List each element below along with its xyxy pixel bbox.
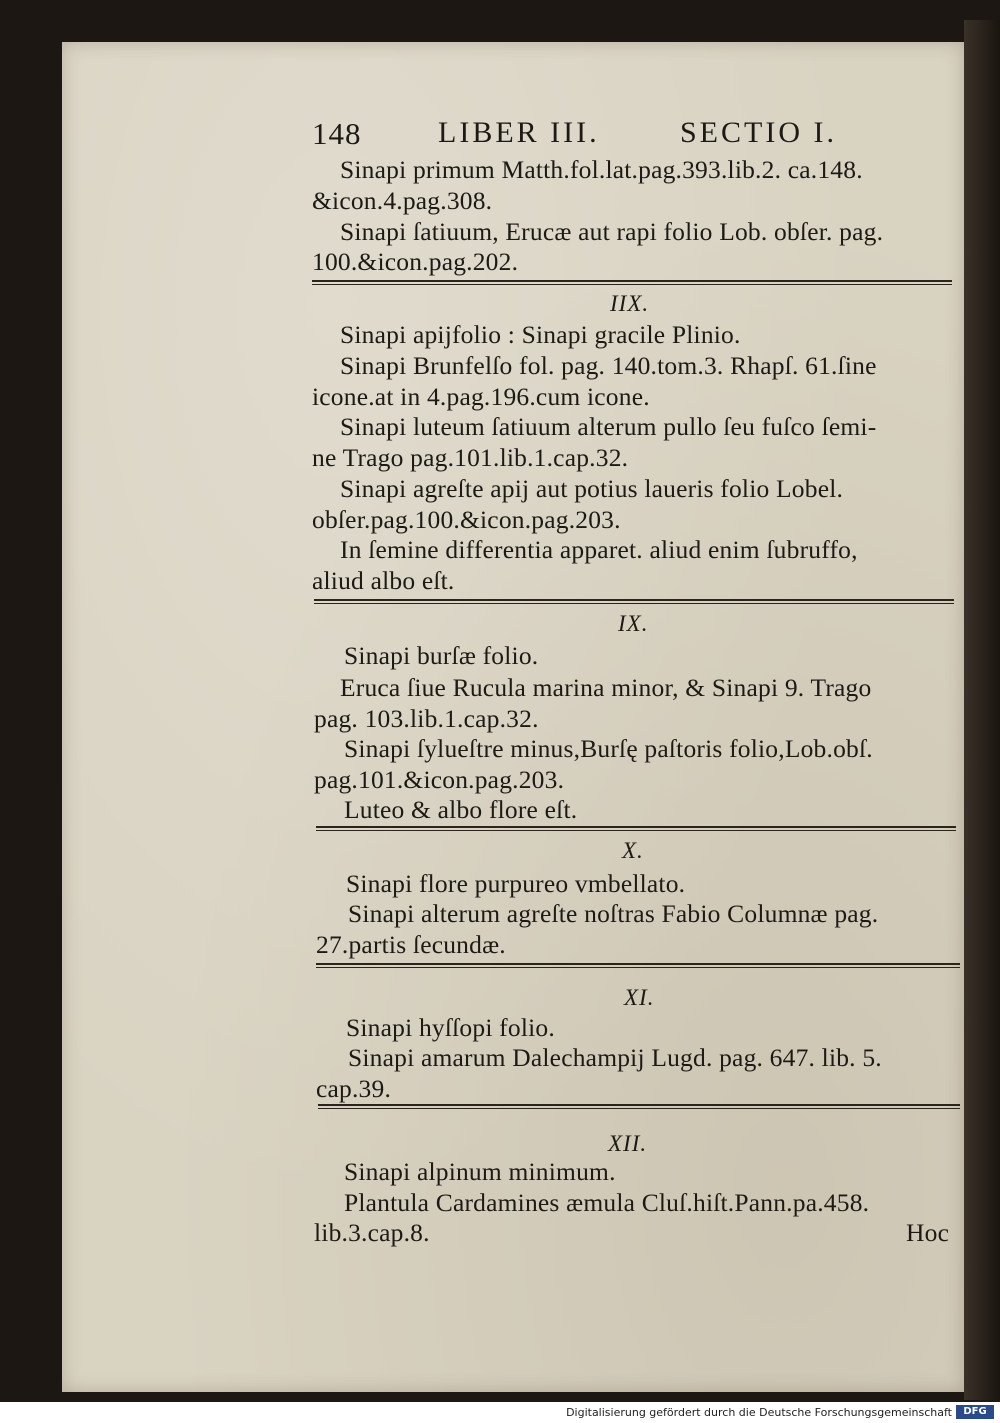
- running-head-liber: LIBER III.: [438, 116, 600, 149]
- section-divider: [316, 963, 960, 968]
- text-line: pag.101.&icon.pag.203.: [314, 765, 565, 794]
- section-divider: [316, 826, 956, 831]
- credit-text: Digitalisierung gefördert durch die Deutsche Forschungsgemeinschaft: [566, 1406, 952, 1419]
- text-line: Eruca ſiue Rucula marina minor, & Sinapi 9. Trago: [340, 673, 872, 702]
- text-line: 27.partis ſecundæ.: [316, 930, 506, 959]
- section-divider: [312, 280, 952, 285]
- text-line: Sinapi alterum agreſte noſtras Fabio Columnæ pag.: [348, 899, 879, 928]
- catchword: Hoc: [906, 1218, 950, 1247]
- text-line: Sinapi apijfolio : Sinapi gracile Plinio.: [340, 320, 741, 349]
- page-number: 148: [312, 116, 362, 151]
- text-line: cap.39.: [316, 1074, 392, 1103]
- running-head-sectio: SECTIO I.: [680, 116, 837, 149]
- text-line: Sinapi agreſte apij aut potius laueris folio Lobel.: [340, 474, 844, 503]
- text-line: Sinapi flore purpureo vmbellato.: [346, 869, 686, 898]
- text-line: Sinapi Brunfelſo fol. pag. 140.tom.3. Rhapſ. 61.ſine: [340, 351, 877, 380]
- section-numeral: XI.: [624, 985, 655, 1010]
- section-divider: [318, 1104, 960, 1109]
- section-numeral: XII.: [608, 1131, 648, 1156]
- text-line: Sinapi burſæ folio.: [344, 641, 539, 670]
- text-line: Luteo & albo flore eſt.: [344, 795, 578, 824]
- section-numeral: X.: [622, 838, 644, 863]
- text-line: icone.at in 4.pag.196.cum icone.: [312, 382, 650, 411]
- text-line: Sinapi luteum ſatiuum alterum pullo ſeu fuſco ſemi-: [340, 412, 877, 441]
- section-numeral: IX.: [618, 611, 649, 636]
- text-line: Sinapi amarum Dalechampij Lugd. pag. 647. lib. 5.: [348, 1043, 882, 1072]
- text-line: Sinapi ſatiuum, Erucæ aut rapi folio Lob. obſer. pag.: [340, 217, 884, 246]
- text-line: Sinapi ſylueſtre minus,Burſę paſtoris folio,Lob.obſ.: [344, 734, 873, 763]
- text-line: lib.3.cap.8.: [314, 1218, 430, 1247]
- text-line: obſer.pag.100.&icon.pag.203.: [312, 505, 621, 534]
- dfg-logo-icon: DFG: [956, 1405, 994, 1419]
- text-line: Sinapi alpinum minimum.: [344, 1157, 616, 1186]
- text-line: aliud albo eſt.: [312, 566, 455, 595]
- text-line: Sinapi hyſſopi folio.: [346, 1013, 555, 1042]
- text-line: In ſemine differentia apparet. aliud enim ſubruffo,: [340, 535, 858, 564]
- section-divider: [314, 599, 954, 604]
- text-line: Sinapi primum Matth.fol.lat.pag.393.lib.2. ca.148.: [340, 155, 863, 184]
- text-line: pag. 103.lib.1.cap.32.: [314, 704, 539, 733]
- section-numeral: IIX.: [610, 291, 650, 316]
- text-line: ne Trago pag.101.lib.1.cap.32.: [312, 443, 629, 472]
- text-line: &icon.4.pag.308.: [312, 186, 493, 215]
- text-line: Plantula Cardamines æmula Cluſ.hiſt.Pann.pa.458.: [344, 1188, 870, 1217]
- text-line: 100.&icon.pag.202.: [312, 247, 519, 276]
- digitization-credit-bar: [0, 1402, 1000, 1423]
- book-edge: [964, 20, 1000, 1400]
